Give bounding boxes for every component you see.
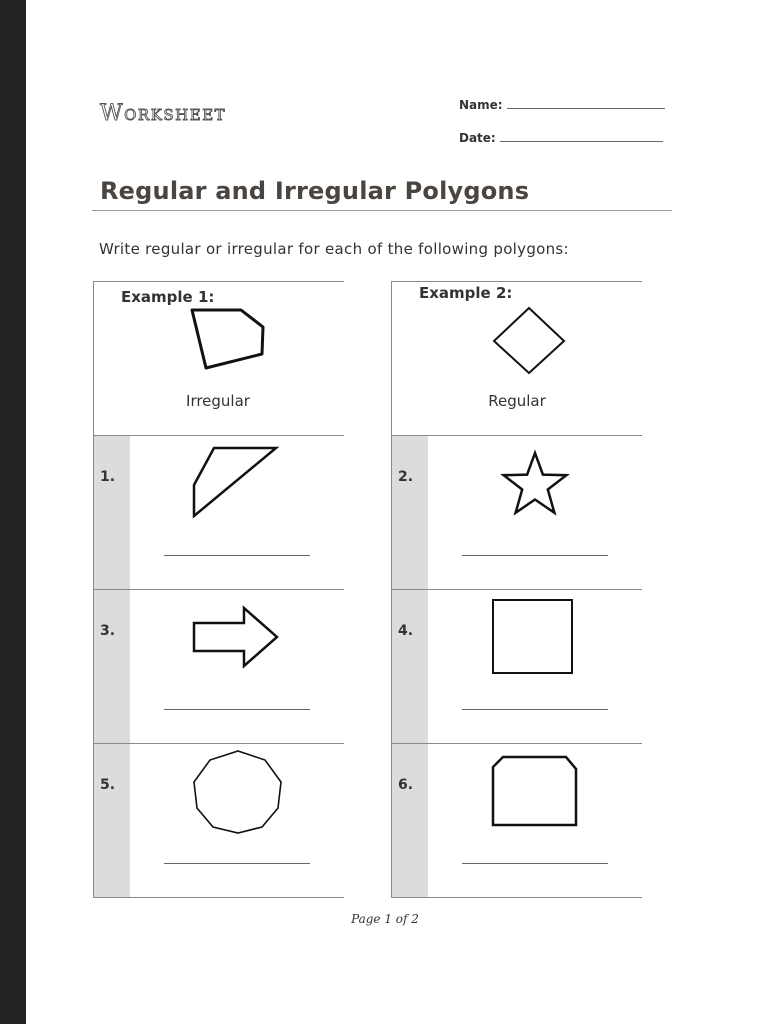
example-2-label: Example 2: bbox=[419, 284, 513, 302]
problem-2-number: 2. bbox=[398, 469, 414, 485]
problem-6-number: 6. bbox=[398, 777, 414, 793]
left-table-rule bbox=[93, 589, 344, 590]
problem-4-number: 4. bbox=[398, 623, 414, 639]
nonagon-shape bbox=[190, 748, 286, 836]
name-blank-line[interactable] bbox=[507, 96, 665, 109]
answer-line-1[interactable] bbox=[164, 555, 310, 556]
example-1-answer: Irregular bbox=[186, 392, 250, 410]
cut-corner-rectangle-shape bbox=[490, 755, 580, 829]
diamond-square-shape bbox=[490, 305, 570, 375]
answer-line-2[interactable] bbox=[462, 555, 608, 556]
page-title: Regular and Irregular Polygons bbox=[100, 177, 530, 205]
square-shape bbox=[491, 598, 575, 676]
left-table-rule bbox=[93, 743, 344, 744]
name-label: Name: bbox=[459, 98, 503, 112]
answer-line-4[interactable] bbox=[462, 709, 608, 710]
right-table-rule bbox=[391, 435, 642, 436]
problem-5-number: 5. bbox=[100, 777, 116, 793]
irregular-pentagon-shape bbox=[185, 305, 270, 375]
example-2-answer: Regular bbox=[488, 392, 546, 410]
date-label: Date: bbox=[459, 131, 496, 145]
problem-1-number: 1. bbox=[100, 469, 116, 485]
worksheet-heading: Worksheet bbox=[100, 101, 227, 126]
left-table-rule bbox=[93, 435, 344, 436]
answer-line-3[interactable] bbox=[164, 709, 310, 710]
problem-3-number: 3. bbox=[100, 623, 116, 639]
right-table-rule bbox=[391, 897, 642, 898]
title-divider bbox=[92, 210, 672, 211]
name-field[interactable] bbox=[459, 96, 665, 112]
left-number-column bbox=[93, 435, 130, 897]
left-table-rule bbox=[93, 281, 344, 282]
answer-line-5[interactable] bbox=[164, 863, 310, 864]
arrow-shape bbox=[191, 606, 281, 670]
instructions-text: Write regular or irregular for each of the following polygons: bbox=[99, 240, 569, 258]
right-table-rule bbox=[391, 589, 642, 590]
answer-line-6[interactable] bbox=[462, 863, 608, 864]
right-table-border bbox=[391, 281, 392, 897]
page-footer: Page 1 of 2 bbox=[351, 912, 419, 926]
right-table-rule bbox=[391, 743, 642, 744]
example-1-label: Example 1: bbox=[121, 288, 215, 306]
left-table-border bbox=[93, 281, 94, 897]
right-table-rule bbox=[391, 281, 642, 282]
date-blank-line[interactable] bbox=[500, 129, 663, 142]
left-table-rule bbox=[93, 897, 344, 898]
star-shape bbox=[500, 451, 570, 517]
parallelogram-shape bbox=[190, 445, 282, 520]
left-binding-bar bbox=[0, 0, 26, 1024]
right-number-column bbox=[391, 435, 428, 897]
date-field[interactable] bbox=[459, 129, 663, 145]
